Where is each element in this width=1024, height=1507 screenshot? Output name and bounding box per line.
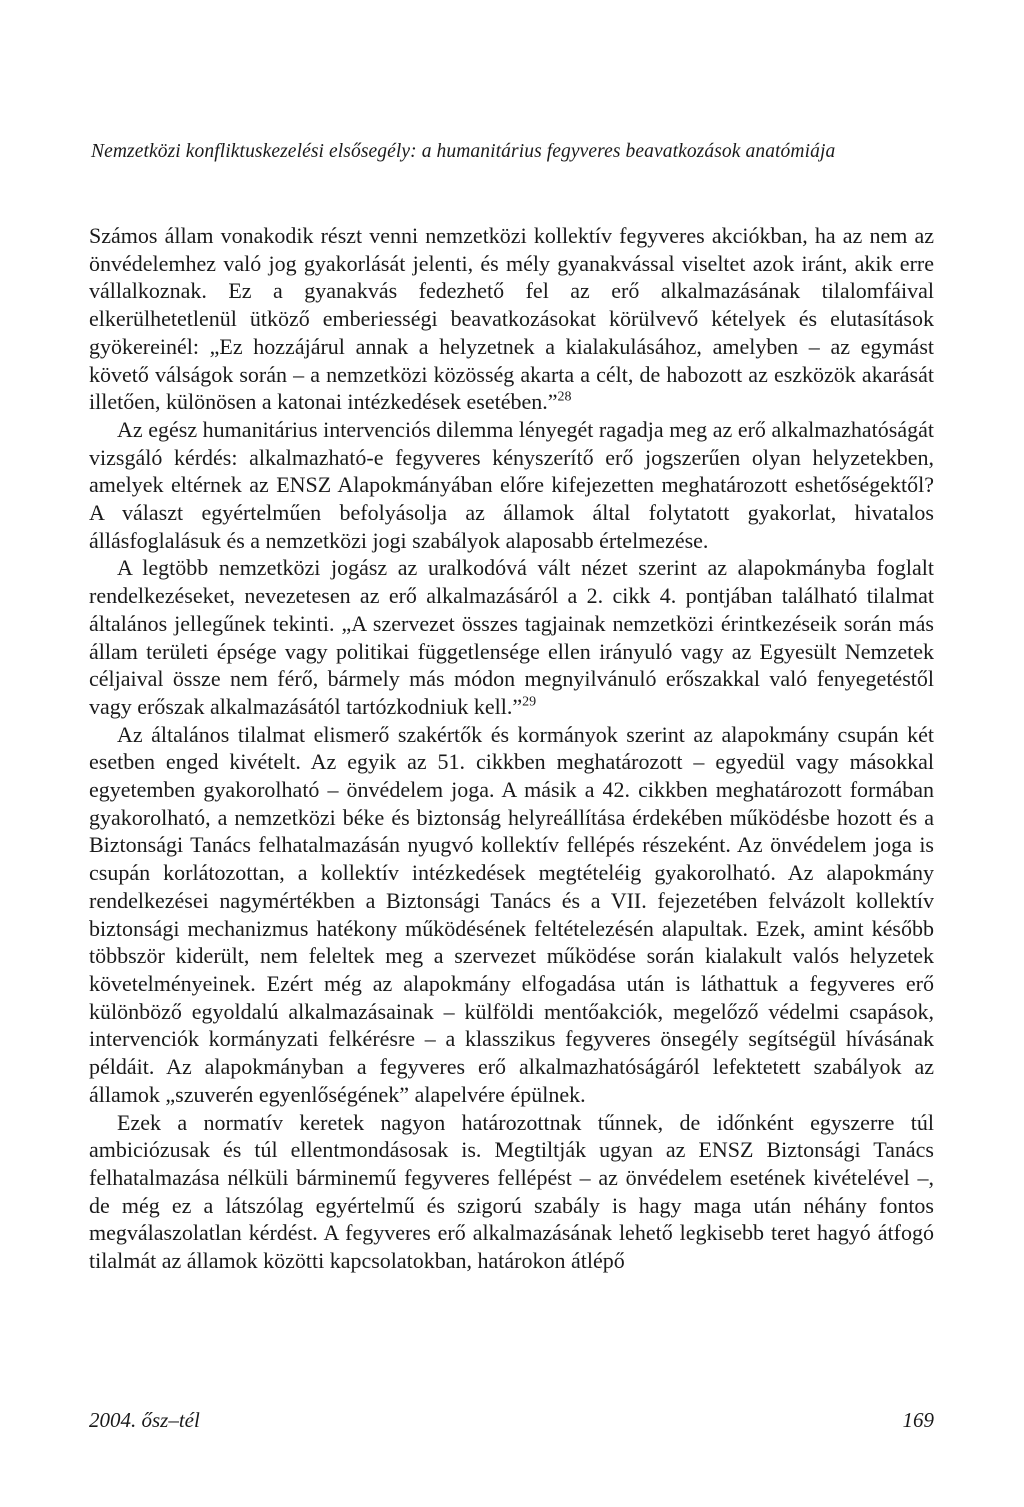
paragraph-4 <box>89 721 934 1109</box>
running-header: Nemzetközi konfliktuskezelési elsősegély: a humanitárius fegyveres beavatkozások anatómiája <box>91 141 836 162</box>
page-number: 169 <box>902 1408 934 1432</box>
issue-label: 2004. ősz–tél <box>89 1408 200 1432</box>
paragraph-text: Ezek a normatív keretek nagyon határozottnak tűnnek, de időnként egyszerre túl ambiciózusak és túl ellentmondásosak is. Megtiltják ugyan az ENSZ Biztonsági Tanács felhatalmazása nélküli bárminemű fegyveres fellépést – az önvédelem esetének kivételével –, de még ez a látszólag egyértelmű és szigorú szabály is hagy maga után néhány fontos megválaszolatlan kérdést. A fegyveres erő alkalmazásának lehető legkisebb teret hagyó átfogó tilalmát az államok közötti kapcsolatokban, határokon átlépő <box>89 1109 934 1274</box>
paragraph-2 <box>89 416 934 555</box>
body-text <box>89 222 934 1275</box>
footnote-ref-28[interactable]: 28 <box>557 389 572 405</box>
footnote-ref-29[interactable]: 29 <box>522 694 537 710</box>
paragraph-3 <box>89 554 934 720</box>
paragraph-text: A legtöbb nemzetközi jogász az uralkodóvá vált nézet szerint az alapokmányba foglalt rendelkezéseket, nevezetesen az erő alkalmazásáról a 2. cikk 4. pontjában található tilalmat általános jellegűnek tekinti. „A szervezet összes tagjainak nemzetközi érintkezéseik során más állam területi épsége vagy politikai függetlensége ellen irányuló vagy az Egyesült Nemzetek céljaival össze nem férő, bármely más módon megnyilvánuló erőszakkal való fenyegetéstől vagy erőszak alkalmazásától tartózkodniuk kell.” <box>89 555 934 719</box>
paragraph-text: Az egész humanitárius intervenciós dilemma lényegét ragadja meg az erő alkalmazhatóságát vizsgáló kérdés: alkalmazható-e fegyveres kényszerítő erő jogszerűen olyan helyzetekben, amelyek eltérnek az ENSZ Alapokmányában előre kifejezetten meghatározott eshetőségektől? A választ egyértelműen befolyásolja az államok által folytatott gyakorlat, hivatalos állásfoglalásuk és a nemzetközi jogi szabályok alaposabb értelmezése. <box>89 416 934 553</box>
paragraph-text: Számos állam vonakodik részt venni nemzetközi kollektív fegyveres akciókban, ha az nem az önvédelemhez való jog gyakorlását jelenti, és mély gyanakvással viseltet azok iránt, akik erre vállalkoznak. Ez a gyanakvás fedezhető fel az erő alkalmazásának tilalomfáival elkerülhetetlenül ütköző emberiességi beavatkozásokat körülvevő kételyek és elutasítások gyökereinél: „Ez hozzájárul annak a helyzetnek a kialakulásához, amelyben – az egymást követő válságok során – a nemzetközi közösség akarta a célt, de habozott az eszközök akarását illetően, különösen a katonai intézkedések esetében.” <box>89 223 934 415</box>
paragraph-5 <box>89 1109 934 1275</box>
paragraph-1 <box>89 222 934 416</box>
paragraph-text: Az általános tilalmat elismerő szakértők és kormányok szerint az alapokmány csupán két esetben enged kivételt. Az egyik az 51. cikkben meghatározott – egyedül vagy másokkal egyetemben gyakorolható – önvédelem joga. A másik a 42. cikkben meghatározott formában gyakorolható, a nemzetközi béke és biztonság helyreállítása érdekében működésbe hozott és a Biztonsági Tanács felhatalmazásán nyugvó kollektív fellépés részeként. Az önvédelem joga is csupán korlátozottan, a kollektív intézkedések megtételéig gyakorolható. Az alapokmány rendelkezései nagymértékben a Biztonsági Tanács és a VII. fejezetében felvázolt kollektív biztonsági mechanizmus hatékony működésének feltételezésén alapultak. Ezek, amint később többször kiderült, nem feleltek meg a szervezet működése során kialakult valós helyzetek követelményeinek. Ezért még az alapokmány elfogadása után is láthattuk a fegyveres erő különböző egyoldalú alkalmazásainak – külföldi mentőakciók, megelőző védelmi csapások, intervenciók kormányzati felkérésre – a klasszikus fegyveres önsegély segítségül hívásának példáit. Az alapokmányban a fegyveres erő alkalmazhatóságáról lefektetett szabályok az államok „szuverén egyenlőségének” alapelvére épülnek. <box>89 721 934 1107</box>
